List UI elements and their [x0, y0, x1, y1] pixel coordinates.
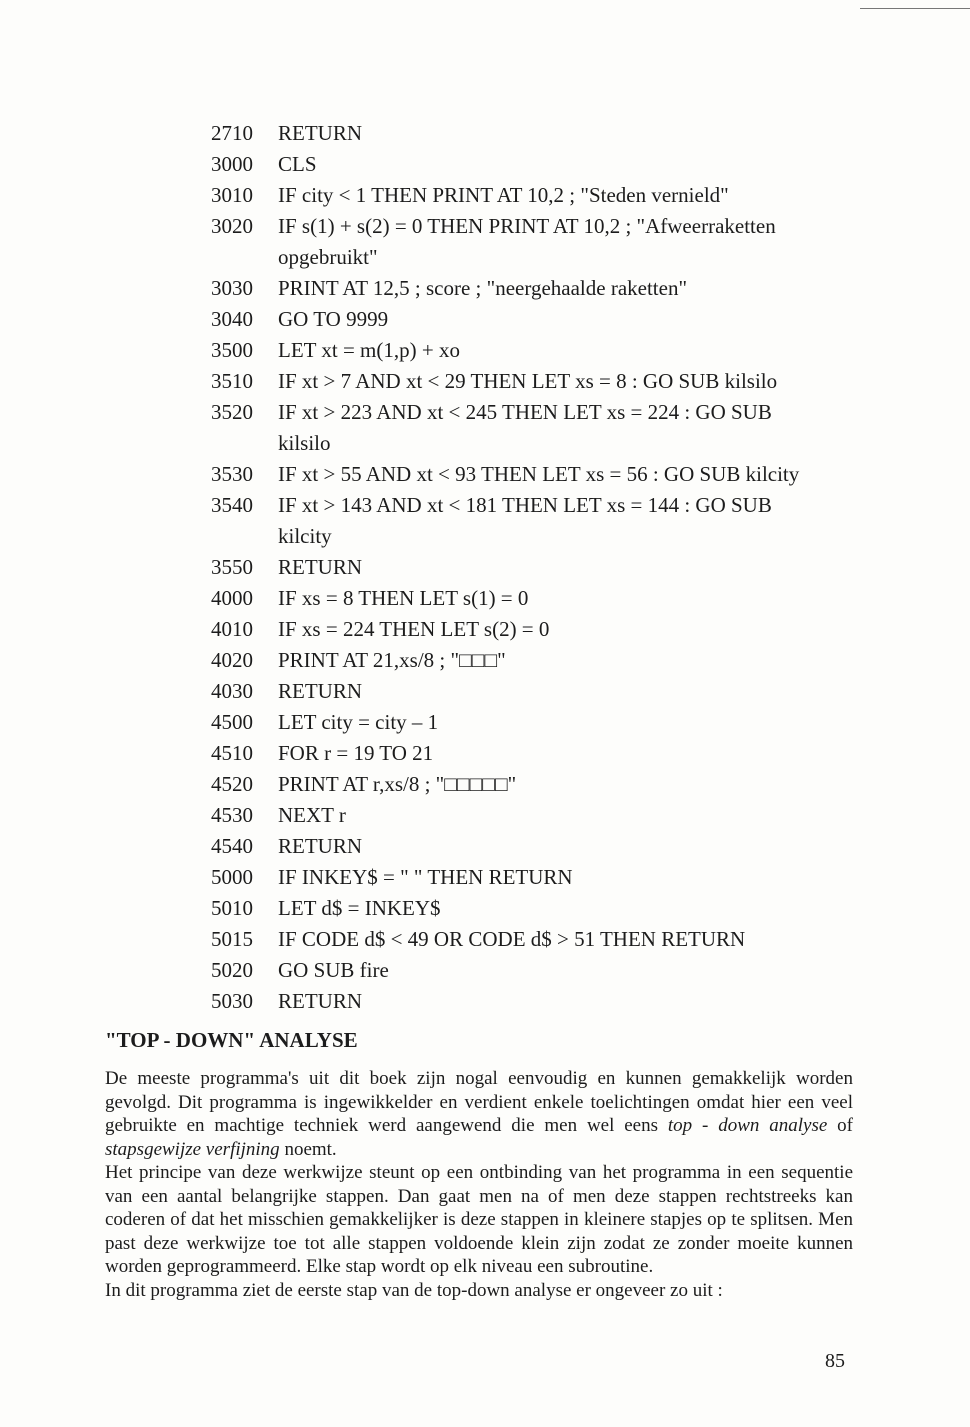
line-code: PRINT AT r,xs/8 ; "□□□□□" — [278, 772, 517, 796]
body-text — [105, 1067, 853, 1302]
line-number: 4010 — [211, 617, 253, 641]
listing-line — [211, 366, 911, 397]
line-code: IF INKEY$ = " " THEN RETURN — [278, 865, 573, 889]
line-code: LET city = city – 1 — [278, 710, 439, 734]
line-code: GO TO 9999 — [278, 307, 389, 331]
line-number: 3030 — [211, 276, 253, 300]
line-code: LET d$ = INKEY$ — [278, 896, 441, 920]
listing-line — [211, 955, 911, 986]
basic-listing — [211, 118, 911, 1017]
line-number: 3020 — [211, 214, 253, 238]
line-code: LET xt = m(1,p) + xo — [278, 338, 460, 362]
listing-line — [211, 614, 911, 645]
listing-line — [211, 459, 911, 490]
line-code: GO SUB fire — [278, 958, 389, 982]
line-number: 3500 — [211, 338, 253, 362]
line-code: NEXT r — [278, 803, 346, 827]
line-number: 3550 — [211, 555, 253, 579]
line-number: 4520 — [211, 772, 253, 796]
line-code: IF xt > 55 AND xt < 93 THEN LET xs = 56 : GO SUB kilcity — [278, 462, 800, 486]
listing-line — [211, 893, 911, 924]
listing-line — [211, 676, 911, 707]
line-code: RETURN — [278, 679, 362, 703]
line-number: 3010 — [211, 183, 253, 207]
paragraph-3: In dit programma ziet de eerste stap van de top-down analyse er ongeveer zo uit : — [105, 1279, 723, 1301]
listing-line — [211, 800, 911, 831]
line-number: 4510 — [211, 741, 253, 765]
line-code: IF xt > 143 AND xt < 181 THEN LET xs = 144 : GO SUB kilcity — [278, 493, 772, 548]
line-code: RETURN — [278, 555, 362, 579]
line-number: 4030 — [211, 679, 253, 703]
line-code: IF xs = 8 THEN LET s(1) = 0 — [278, 586, 529, 610]
line-code: IF city < 1 THEN PRINT AT 10,2 ; "Steden vernield" — [278, 183, 729, 207]
line-number: 5030 — [211, 989, 253, 1013]
line-number: 5020 — [211, 958, 253, 982]
line-number: 4000 — [211, 586, 253, 610]
listing-line — [211, 552, 911, 583]
line-code: RETURN — [278, 989, 362, 1013]
line-number: 5000 — [211, 865, 253, 889]
listing-line — [211, 986, 911, 1017]
paragraph-1 — [105, 1067, 853, 1161]
listing-line — [211, 211, 911, 273]
line-number: 3000 — [211, 152, 253, 176]
listing-line — [211, 490, 911, 552]
line-number: 4530 — [211, 803, 253, 827]
listing-line — [211, 645, 911, 676]
line-code: FOR r = 19 TO 21 — [278, 741, 434, 765]
line-code: RETURN — [278, 121, 362, 145]
line-number: 3040 — [211, 307, 253, 331]
paragraph-1-mid: of — [827, 1115, 854, 1136]
listing-line — [211, 304, 911, 335]
line-code: IF xs = 224 THEN LET s(2) = 0 — [278, 617, 550, 641]
paragraph-2: Het principe van deze werkwijze steunt op een ontbinding van het programma in een sequentie van een aantal belangrijke stappen. Dan gaat men na of men deze stappen rechtstreeks kan coderen of dat het misschien gemakkelijker is deze stappen in kleinere stapjes op te splitsen. Men past deze werkwijze toe tot alle stappen voldoende klein zijn zodat ze zonder moeite kunnen worden geprogrammeerd. Elke stap wordt op elk niveau een subroutine. — [105, 1162, 853, 1277]
paragraph-1-start: De meeste programma's uit dit boek zijn nogal eenvoudig en kunnen gemakkelijk worden gevolgd. Dit programma is ingewikkelder en verdient enkele toelichtingen omdat hier een veel gebruikte en machtige techniek werd aangewend die men wel eens — [105, 1068, 853, 1136]
line-number: 2710 — [211, 121, 253, 145]
listing-line — [211, 335, 911, 366]
line-number: 4500 — [211, 710, 253, 734]
listing-line — [211, 738, 911, 769]
line-number: 3510 — [211, 369, 253, 393]
line-number: 4540 — [211, 834, 253, 858]
section-heading: "TOP - DOWN" ANALYSE — [105, 1028, 358, 1052]
line-code: IF s(1) + s(2) = 0 THEN PRINT AT 10,2 ; "Afweerraketten opgebruikt" — [278, 214, 776, 269]
paragraph-1-end: noemt. — [279, 1138, 337, 1160]
line-number: 3540 — [211, 493, 253, 517]
line-code: IF CODE d$ < 49 OR CODE d$ > 51 THEN RETURN — [278, 927, 746, 951]
line-number: 3530 — [211, 462, 253, 486]
listing-line — [211, 583, 911, 614]
line-number: 5015 — [211, 927, 253, 951]
listing-line — [211, 397, 911, 459]
listing-line — [211, 707, 911, 738]
top-rule — [860, 8, 970, 9]
line-code: IF xt > 7 AND xt < 29 THEN LET xs = 8 : GO SUB kilsilo — [278, 369, 778, 393]
line-code: PRINT AT 21,xs/8 ; "□□□" — [278, 648, 506, 672]
line-code: RETURN — [278, 834, 362, 858]
term-stepwise: stapsgewijze verfijning — [105, 1138, 280, 1160]
line-code: IF xt > 223 AND xt < 245 THEN LET xs = 224 : GO SUB kilsilo — [278, 400, 772, 455]
listing-line — [211, 118, 911, 149]
line-number: 5010 — [211, 896, 253, 920]
page-number: 85 — [825, 1350, 845, 1372]
listing-line — [211, 831, 911, 862]
listing-line — [211, 769, 911, 800]
term-top-down: top - down analyse — [667, 1115, 828, 1136]
listing-line — [211, 862, 911, 893]
line-code: CLS — [278, 152, 317, 176]
listing-line — [211, 924, 911, 955]
listing-line — [211, 149, 911, 180]
line-number: 3520 — [211, 400, 253, 424]
listing-line — [211, 180, 911, 211]
listing-line — [211, 273, 911, 304]
line-number: 4020 — [211, 648, 253, 672]
line-code: PRINT AT 12,5 ; score ; "neergehaalde raketten" — [278, 276, 688, 300]
